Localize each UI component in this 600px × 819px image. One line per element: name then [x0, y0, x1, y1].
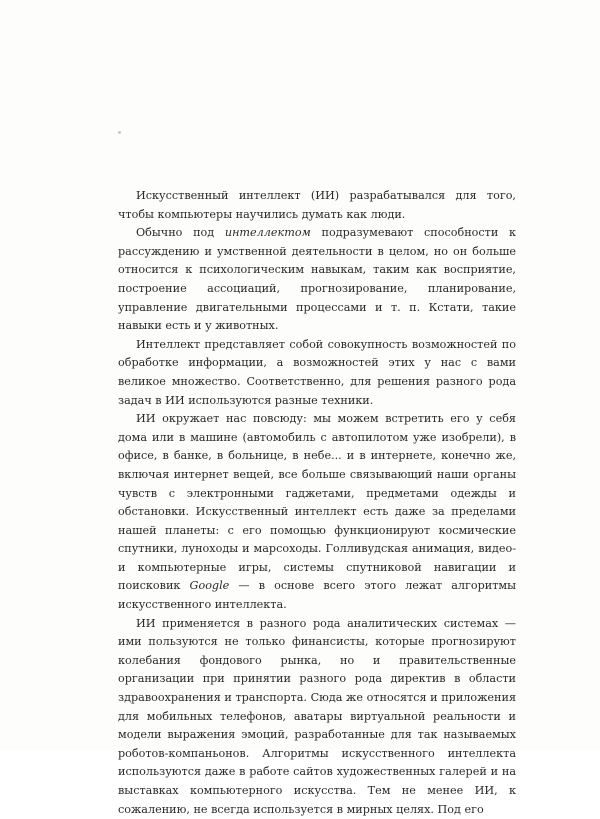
paragraph-intellect-before: Обычно под — [136, 226, 225, 240]
paragraph-ai-applications — [118, 615, 516, 819]
paragraph-intellect-abilities — [118, 336, 516, 410]
page-speck — [118, 131, 121, 134]
paragraph-ai-everywhere-before: ИИ окружает нас повсюду: мы можем встретить его у себя дома или в машине (автомобиль с автопилотом уже изобрели), в офисе, в банке, в больнице, в небе... и в интернете, конечно же, включая интернет вещей, все больше связывающий наши органы чувств с электронными гаджетами, предметами одежды и обстановки. Искусственный интеллект есть даже за пределами нашей планеты: с его помощью функционируют космические спутники, луноходы и марсоходы. Голливудская анимация, видео- и компьютерные игры, системы спутниковой навигации и поисковик — [118, 412, 516, 593]
paragraph-intellect-after: подразумевают способности к рассуждению и умственной деятельности в целом, но он больше относится к психологическим навыкам, таким как восприятие, построение ассоциаций, прогнозирование, планирование, управление двигательными процессами и т. п. Кстати, такие навыки есть и у животных. — [118, 226, 517, 333]
paragraph-intellect-abilities-text: Интеллект представляет собой совокупность возможностей по обработке информации, а возможностей этих у нас с вами великое множество. Соответственно, для решения разного рода задач в ИИ используются разные техники. — [118, 337, 516, 407]
paragraph-intro — [118, 187, 516, 224]
paragraph-ai-everywhere — [118, 410, 516, 615]
paragraph-intro-text: Искусственный интеллект (ИИ) разрабатывался для того, чтобы компьютеры научились думать как люди. — [118, 189, 516, 221]
paragraph-ai-everywhere-after: — в основе всего этого лежат алгоритмы искусственного интеллекта. — [118, 579, 516, 612]
body-text — [118, 187, 516, 819]
italic-term-intellect: интеллектом — [224, 226, 311, 240]
italic-term-google: Google — [189, 579, 230, 593]
paragraph-ai-applications-text: ИИ применяется в разного рода аналитических системах — ими пользуются не только финансисты, которые прогнозируют колебания фондового рынка, но и правительственные организации при принятии разного рода директив в области здравоохранения и транспорта. Сюда же относятся и приложения для мобильных телефонов, аватары виртуальной реальности и модели выражения эмоций, разработанные для так называемых роботов-компаньонов. Алгоритмы искусственного интеллекта используются даже в работе сайтов художественных галерей и на выставках компьютерного искусства. Тем не менее ИИ, к сожалению, не всегда используется в мирных целях. Под его — [118, 616, 516, 816]
paragraph-intellect-definition — [118, 224, 516, 336]
